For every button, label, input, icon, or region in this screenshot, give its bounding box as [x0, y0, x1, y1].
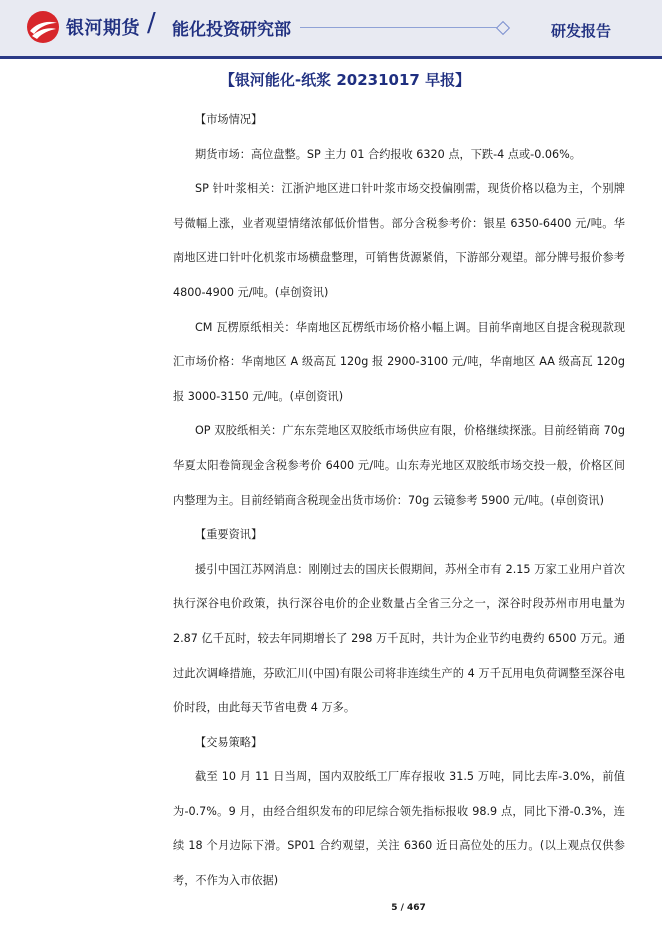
galaxy-futures-logo-icon	[26, 10, 60, 44]
header-decoration-line	[300, 27, 500, 28]
paragraph-strategy: 截至 10 月 11 日当周，国内双胶纸工厂库存报收 31.5 万吨，同比去库-3.0%，前值为-0.7%。9 月，由经合组织发布的印尼综合领先指标报收 98.9 点，同比下滑-0.3%，连续 18 个月边际下滑。SP01 合约观望，关注 6360 近日高位处的压力。(以上观点仅供参考，不作为入市依据)	[173, 770, 625, 888]
diamond-icon	[496, 21, 510, 35]
page-header	[0, 0, 662, 56]
paragraph-futures-market: 期货市场：高位盘整。SP 主力 01 合约报收 6320 点，下跌-4 点或-0.06%。	[195, 147, 581, 161]
section-heading-strategy: 【交易策略】	[195, 735, 263, 749]
report-body	[173, 103, 625, 899]
header-separator: /	[147, 8, 156, 38]
company-name: 银河期货	[66, 18, 140, 39]
paragraph-offset-paper: OP 双胶纸相关：广东东莞地区双胶纸市场供应有限，价格继续探涨。目前经销商 70g 华夏太阳卷筒现金含税参考价 6400 元/吨。山东寿光地区双胶纸市场交投一般，价格区间内整理为主。目前经销商含税现金出货市场价：70g 云镜参考 5900 元/吨。(卓创资讯)	[173, 424, 625, 507]
report-title: 【银河能化-纸浆 20231017 早报】	[219, 71, 471, 89]
paragraph-softwood-pulp: SP 针叶浆相关：江浙沪地区进口针叶浆市场交投偏刚需，现货价格以稳为主，个别牌号微幅上涨，业者观望情绪浓郁低价惜售。部分含税参考价：银星 6350-6400 元/吨。华南地区进口针叶化机浆市场横盘整理，可销售货源紧俏，下游部分观望。部分牌号报价参考 4800-4900 元/吨。(卓创资讯)	[173, 182, 625, 299]
page-number: 5 / 467	[391, 903, 426, 913]
section-heading-news: 【重要资讯】	[195, 528, 263, 542]
report-type-label: 研发报告	[551, 22, 612, 40]
header-divider	[0, 56, 662, 59]
section-heading-market: 【市场情况】	[195, 113, 263, 126]
paragraph-news: 援引中国江苏网消息：刚刚过去的国庆长假期间，苏州全市有 2.15 万家工业用户首次执行深谷电价政策，执行深谷电价的企业数量占全省三分之一，深谷时段苏州市用电量为 2.87 亿千瓦时，较去年同期增长了 298 万千瓦时，共计为企业节约电费约 6500 万元。通过此次调峰措施，芬欧汇川(中国)有限公司将非连续生产的 4 万千瓦用电负荷调整至深谷电价时段，由此每天节省电费 4 万多。	[173, 562, 625, 715]
paragraph-corrugated-paper: CM 瓦楞原纸相关：华南地区瓦楞纸市场价格小幅上调。目前华南地区自提含税现款现汇市场价格：华南地区 A 级高瓦 120g 报 2900-3100 元/吨，华南地区 AA 级高瓦 120g 报 3000-3150 元/吨。(卓创资讯)	[173, 320, 625, 403]
department-name: 能化投资研究部	[172, 20, 291, 40]
